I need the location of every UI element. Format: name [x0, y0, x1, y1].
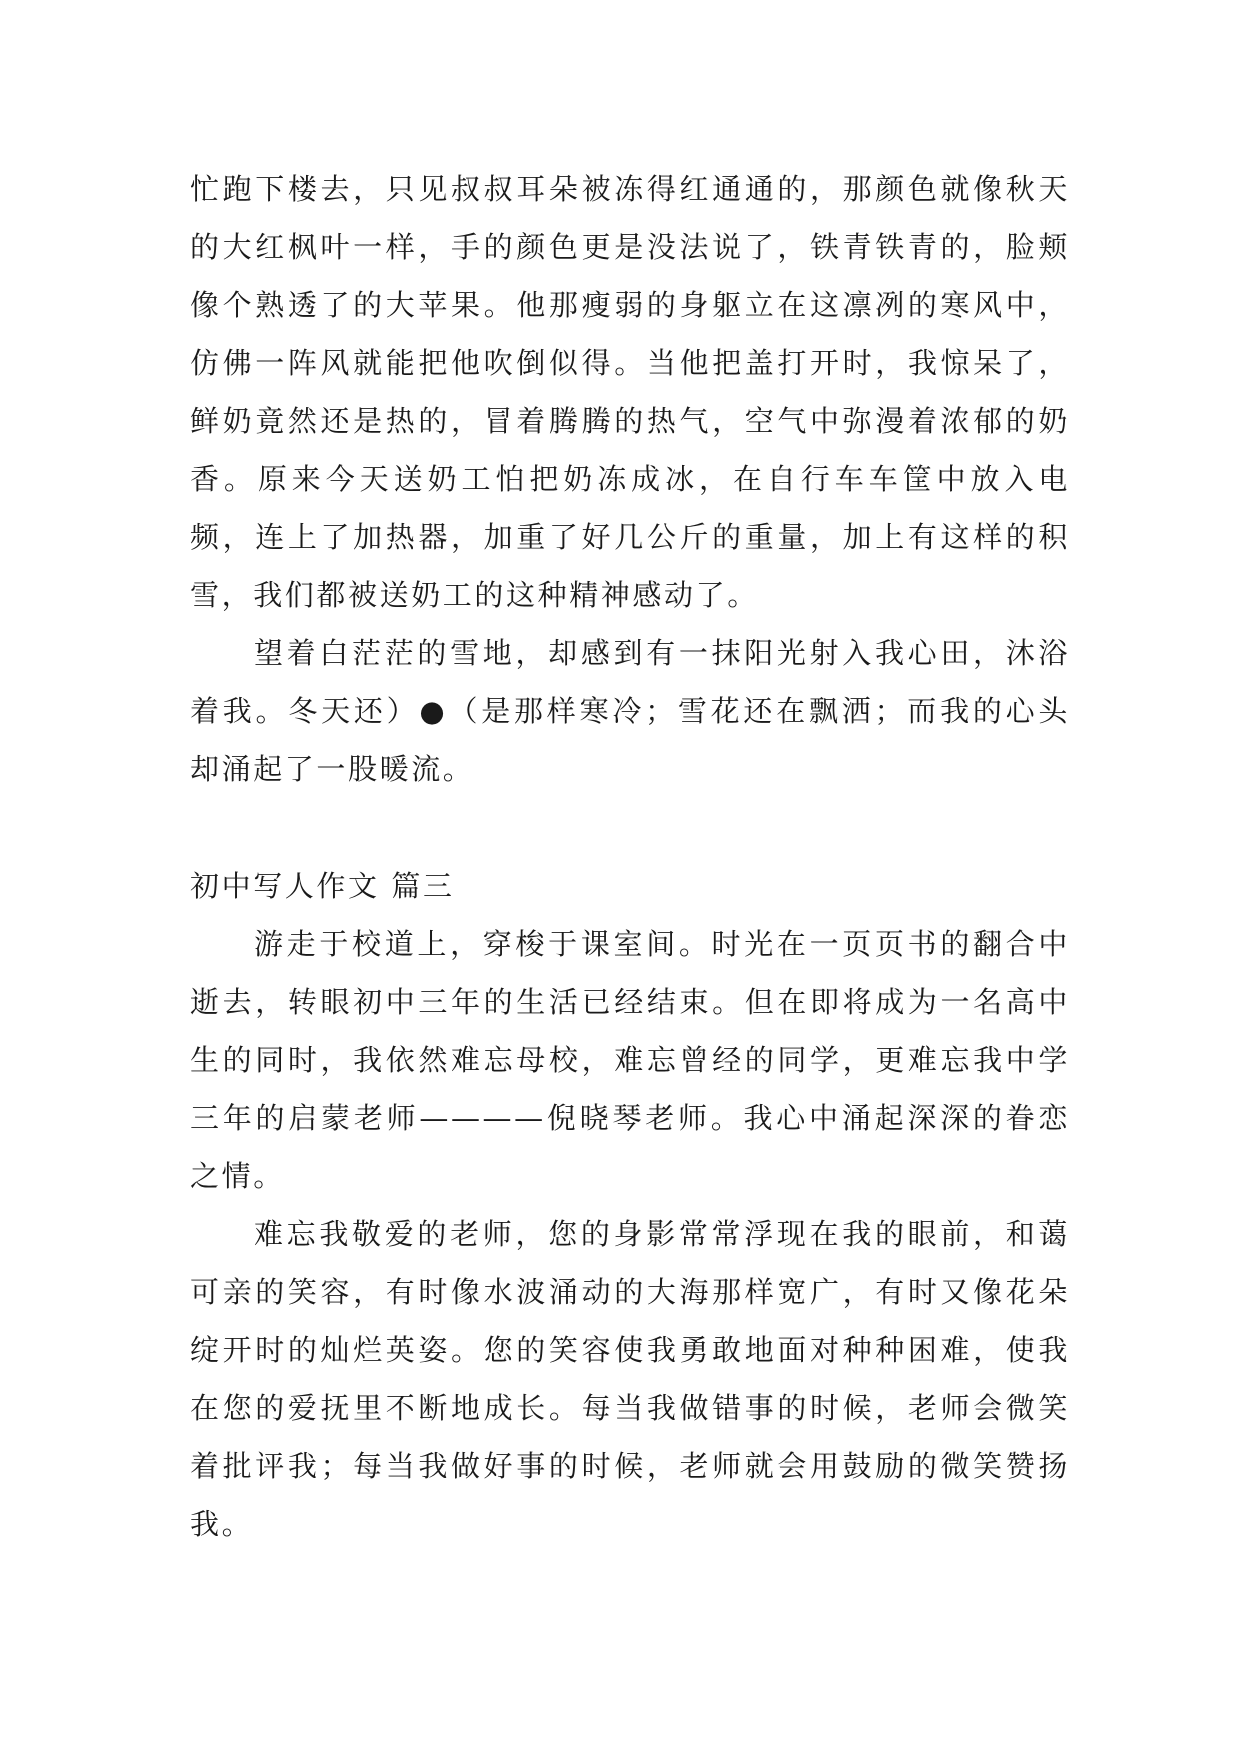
section-gap	[190, 798, 1070, 857]
body-paragraph: 望着白茫茫的雪地，却感到有一抹阳光射入我心田，沐浴着我。冬天还）●（是那样寒冷；雪花还在飘洒；而我的心头却涌起了一股暖流。	[190, 636, 1070, 786]
body-paragraph: 忙跑下楼去，只见叔叔耳朵被冻得红通通的，那颜色就像秋天的大红枫叶一样，手的颜色更是没法说了，铁青铁青的，脸颊像个熟透了的大苹果。他那瘦弱的身躯立在这凛冽的寒风中，仿佛一阵风就能把他吹倒似得。当他把盖打开时，我惊呆了，鲜奶竟然还是热的，冒着腾腾的热气，空气中弥漫着浓郁的奶香。原来今天送奶工怕把奶冻成冰，在自行车车筐中放入电频，连上了加热器，加重了好几公斤的重量，加上有这样的积雪，我们都被送奶工的这种精神感动了。	[190, 172, 1070, 612]
section-title: 初中写人作文 篇三	[190, 869, 455, 903]
body-paragraph: 难忘我敬爱的老师，您的身影常常浮现在我的眼前，和蔼可亲的笑容，有时像水波涌动的大海那样宽广，有时又像花朵绽开时的灿烂英姿。您的笑容使我勇敢地面对种种困难，使我在您的爱抚里不断地成长。每当我做错事的时候，老师会微笑着批评我；每当我做好事的时候，老师就会用鼓励的微笑赞扬我。	[190, 1217, 1070, 1541]
body-paragraph: 游走于校道上，穿梭于课室间。时光在一页页书的翻合中逝去，转眼初中三年的生活已经结束。但在即将成为一名高中生的同时，我依然难忘母校，难忘曾经的同学，更难忘我中学三年的启蒙老师————倪晓琴老师。我心中涌起深深的眷恋之情。	[190, 927, 1070, 1193]
document-page	[190, 160, 1070, 1553]
